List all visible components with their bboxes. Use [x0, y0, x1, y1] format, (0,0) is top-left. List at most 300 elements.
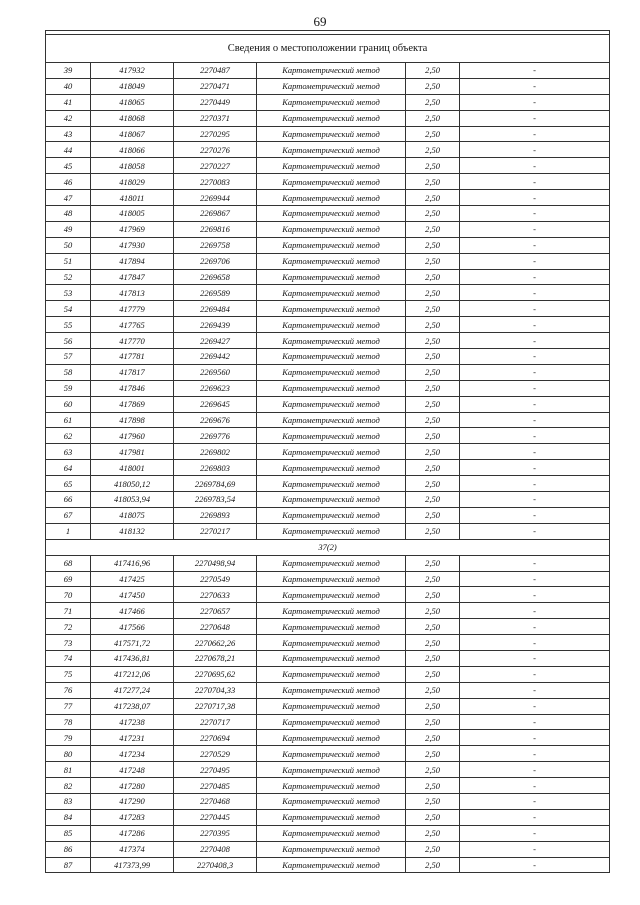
note-cell: -	[460, 698, 610, 714]
point-number-cell: 86	[46, 841, 91, 857]
x-coordinate-cell: 417466	[91, 603, 174, 619]
note-cell: -	[460, 94, 610, 110]
y-coordinate-cell: 2269645	[174, 396, 257, 412]
method-cell: Картометрический метод	[257, 746, 406, 762]
y-coordinate-cell: 2270498,94	[174, 555, 257, 571]
x-coordinate-cell: 417969	[91, 221, 174, 237]
x-coordinate-cell: 418067	[91, 126, 174, 142]
x-coordinate-cell: 417436,81	[91, 650, 174, 666]
point-number-cell: 48	[46, 206, 91, 222]
point-number-cell: 85	[46, 825, 91, 841]
method-cell: Картометрический метод	[257, 507, 406, 523]
table-row	[46, 523, 610, 539]
method-cell: Картометрический метод	[257, 809, 406, 825]
note-cell: -	[460, 825, 610, 841]
x-coordinate-cell: 417238	[91, 714, 174, 730]
x-coordinate-cell: 417770	[91, 333, 174, 349]
note-cell: -	[460, 857, 610, 873]
table-row	[46, 730, 610, 746]
x-coordinate-cell: 418075	[91, 507, 174, 523]
accuracy-cell: 2,50	[406, 650, 460, 666]
y-coordinate-cell: 2270549	[174, 571, 257, 587]
y-coordinate-cell: 2270227	[174, 158, 257, 174]
x-coordinate-cell: 417234	[91, 746, 174, 762]
section-row	[46, 539, 610, 555]
method-cell: Картометрический метод	[257, 174, 406, 190]
point-number-cell: 63	[46, 444, 91, 460]
table-row	[46, 412, 610, 428]
accuracy-cell: 2,50	[406, 523, 460, 539]
accuracy-cell: 2,50	[406, 555, 460, 571]
accuracy-cell: 2,50	[406, 253, 460, 269]
table-row	[46, 349, 610, 365]
accuracy-cell: 2,50	[406, 857, 460, 873]
method-cell: Картометрический метод	[257, 428, 406, 444]
y-coordinate-cell: 2270648	[174, 619, 257, 635]
accuracy-cell: 2,50	[406, 666, 460, 682]
table-row	[46, 269, 610, 285]
method-cell: Картометрический метод	[257, 682, 406, 698]
y-coordinate-cell: 2270395	[174, 825, 257, 841]
point-number-cell: 78	[46, 714, 91, 730]
note-cell: -	[460, 730, 610, 746]
point-number-cell: 82	[46, 778, 91, 794]
point-number-cell: 83	[46, 793, 91, 809]
table-row	[46, 825, 610, 841]
point-number-cell: 58	[46, 364, 91, 380]
y-coordinate-cell: 2269442	[174, 349, 257, 365]
y-coordinate-cell: 2269783,54	[174, 492, 257, 508]
note-cell: -	[460, 396, 610, 412]
method-cell: Картометрический метод	[257, 825, 406, 841]
x-coordinate-cell: 418053,94	[91, 492, 174, 508]
accuracy-cell: 2,50	[406, 301, 460, 317]
table-row	[46, 778, 610, 794]
method-cell: Картометрический метод	[257, 444, 406, 460]
point-number-cell: 71	[46, 603, 91, 619]
method-cell: Картометрический метод	[257, 476, 406, 492]
x-coordinate-cell: 418066	[91, 142, 174, 158]
table-row	[46, 190, 610, 206]
point-number-cell: 49	[46, 221, 91, 237]
y-coordinate-cell: 2269776	[174, 428, 257, 444]
note-cell: -	[460, 301, 610, 317]
accuracy-cell: 2,50	[406, 762, 460, 778]
method-cell: Картометрический метод	[257, 126, 406, 142]
table-row	[46, 253, 610, 269]
x-coordinate-cell: 417450	[91, 587, 174, 603]
point-number-cell: 51	[46, 253, 91, 269]
y-coordinate-cell: 2269893	[174, 507, 257, 523]
note-cell: -	[460, 158, 610, 174]
accuracy-cell: 2,50	[406, 492, 460, 508]
note-cell: -	[460, 237, 610, 253]
accuracy-cell: 2,50	[406, 94, 460, 110]
table-row	[46, 698, 610, 714]
x-coordinate-cell: 417231	[91, 730, 174, 746]
method-cell: Картометрический метод	[257, 110, 406, 126]
point-number-cell: 56	[46, 333, 91, 349]
point-number-cell: 60	[46, 396, 91, 412]
note-cell: -	[460, 571, 610, 587]
method-cell: Картометрический метод	[257, 492, 406, 508]
table-row	[46, 444, 610, 460]
y-coordinate-cell: 2270695,62	[174, 666, 257, 682]
note-cell: -	[460, 174, 610, 190]
accuracy-cell: 2,50	[406, 63, 460, 79]
x-coordinate-cell: 417373,99	[91, 857, 174, 873]
table-row	[46, 666, 610, 682]
method-cell: Картометрический метод	[257, 221, 406, 237]
method-cell: Картометрический метод	[257, 380, 406, 396]
note-cell: -	[460, 492, 610, 508]
x-coordinate-cell: 417280	[91, 778, 174, 794]
y-coordinate-cell: 2269589	[174, 285, 257, 301]
y-coordinate-cell: 2269427	[174, 333, 257, 349]
y-coordinate-cell: 2270408,3	[174, 857, 257, 873]
y-coordinate-cell: 2269803	[174, 460, 257, 476]
accuracy-cell: 2,50	[406, 142, 460, 158]
table-row	[46, 94, 610, 110]
note-cell: -	[460, 809, 610, 825]
point-number-cell: 55	[46, 317, 91, 333]
x-coordinate-cell: 417765	[91, 317, 174, 333]
accuracy-cell: 2,50	[406, 396, 460, 412]
accuracy-cell: 2,50	[406, 793, 460, 809]
method-cell: Картометрический метод	[257, 523, 406, 539]
y-coordinate-cell: 2269784,69	[174, 476, 257, 492]
y-coordinate-cell: 2269439	[174, 317, 257, 333]
method-cell: Картометрический метод	[257, 142, 406, 158]
y-coordinate-cell: 2270083	[174, 174, 257, 190]
point-number-cell: 59	[46, 380, 91, 396]
note-cell: -	[460, 333, 610, 349]
accuracy-cell: 2,50	[406, 269, 460, 285]
point-number-cell: 65	[46, 476, 91, 492]
table-row	[46, 476, 610, 492]
note-cell: -	[460, 253, 610, 269]
accuracy-cell: 2,50	[406, 825, 460, 841]
y-coordinate-cell: 2269944	[174, 190, 257, 206]
note-cell: -	[460, 507, 610, 523]
table-row	[46, 78, 610, 94]
point-number-cell: 40	[46, 78, 91, 94]
accuracy-cell: 2,50	[406, 460, 460, 476]
accuracy-cell: 2,50	[406, 158, 460, 174]
y-coordinate-cell: 2270471	[174, 78, 257, 94]
accuracy-cell: 2,50	[406, 809, 460, 825]
note-cell: -	[460, 110, 610, 126]
x-coordinate-cell: 417781	[91, 349, 174, 365]
table-row	[46, 492, 610, 508]
method-cell: Картометрический метод	[257, 714, 406, 730]
accuracy-cell: 2,50	[406, 714, 460, 730]
table-row	[46, 158, 610, 174]
table-row	[46, 587, 610, 603]
method-cell: Картометрический метод	[257, 253, 406, 269]
note-cell: -	[460, 841, 610, 857]
y-coordinate-cell: 2269676	[174, 412, 257, 428]
table-row	[46, 317, 610, 333]
point-number-cell: 47	[46, 190, 91, 206]
point-number-cell: 42	[46, 110, 91, 126]
accuracy-cell: 2,50	[406, 635, 460, 651]
note-cell: -	[460, 285, 610, 301]
page-number: 69	[313, 14, 327, 29]
table-row	[46, 206, 610, 222]
table-row	[46, 63, 610, 79]
point-number-cell: 62	[46, 428, 91, 444]
accuracy-cell: 2,50	[406, 206, 460, 222]
point-number-cell: 76	[46, 682, 91, 698]
note-cell: -	[460, 587, 610, 603]
note-cell: -	[460, 78, 610, 94]
accuracy-cell: 2,50	[406, 841, 460, 857]
table-row	[46, 507, 610, 523]
point-number-cell: 45	[46, 158, 91, 174]
note-cell: -	[460, 142, 610, 158]
note-cell: -	[460, 126, 610, 142]
method-cell: Картометрический метод	[257, 635, 406, 651]
x-coordinate-cell: 418029	[91, 174, 174, 190]
point-number-cell: 81	[46, 762, 91, 778]
x-coordinate-cell: 417566	[91, 619, 174, 635]
note-cell: -	[460, 793, 610, 809]
accuracy-cell: 2,50	[406, 237, 460, 253]
accuracy-cell: 2,50	[406, 349, 460, 365]
method-cell: Картометрический метод	[257, 349, 406, 365]
x-coordinate-cell: 418132	[91, 523, 174, 539]
accuracy-cell: 2,50	[406, 603, 460, 619]
y-coordinate-cell: 2270408	[174, 841, 257, 857]
method-cell: Картометрический метод	[257, 190, 406, 206]
table-row	[46, 301, 610, 317]
table-row	[46, 857, 610, 873]
method-cell: Картометрический метод	[257, 841, 406, 857]
y-coordinate-cell: 2270371	[174, 110, 257, 126]
x-coordinate-cell: 417425	[91, 571, 174, 587]
table-row	[46, 380, 610, 396]
method-cell: Картометрический метод	[257, 206, 406, 222]
y-coordinate-cell: 2270717	[174, 714, 257, 730]
note-cell: -	[460, 650, 610, 666]
method-cell: Картометрический метод	[257, 666, 406, 682]
method-cell: Картометрический метод	[257, 460, 406, 476]
table-row	[46, 682, 610, 698]
method-cell: Картометрический метод	[257, 396, 406, 412]
table-row	[46, 793, 610, 809]
y-coordinate-cell: 2270217	[174, 523, 257, 539]
note-cell: -	[460, 380, 610, 396]
x-coordinate-cell: 417290	[91, 793, 174, 809]
point-number-cell: 66	[46, 492, 91, 508]
point-number-cell: 84	[46, 809, 91, 825]
note-cell: -	[460, 635, 610, 651]
y-coordinate-cell: 2269706	[174, 253, 257, 269]
table-row	[46, 635, 610, 651]
point-number-cell: 77	[46, 698, 91, 714]
note-cell: -	[460, 364, 610, 380]
point-number-cell: 41	[46, 94, 91, 110]
table-row	[46, 285, 610, 301]
method-cell: Картометрический метод	[257, 698, 406, 714]
x-coordinate-cell: 417416,96	[91, 555, 174, 571]
method-cell: Картометрический метод	[257, 619, 406, 635]
accuracy-cell: 2,50	[406, 78, 460, 94]
x-coordinate-cell: 418001	[91, 460, 174, 476]
accuracy-cell: 2,50	[406, 730, 460, 746]
y-coordinate-cell: 2270276	[174, 142, 257, 158]
note-cell: -	[460, 444, 610, 460]
y-coordinate-cell: 2270295	[174, 126, 257, 142]
method-cell: Картометрический метод	[257, 730, 406, 746]
method-cell: Картометрический метод	[257, 857, 406, 873]
method-cell: Картометрический метод	[257, 793, 406, 809]
table-row	[46, 142, 610, 158]
table-row	[46, 428, 610, 444]
y-coordinate-cell: 2270445	[174, 809, 257, 825]
y-coordinate-cell: 2269484	[174, 301, 257, 317]
y-coordinate-cell: 2270468	[174, 793, 257, 809]
table-row	[46, 221, 610, 237]
accuracy-cell: 2,50	[406, 110, 460, 126]
accuracy-cell: 2,50	[406, 190, 460, 206]
method-cell: Картометрический метод	[257, 301, 406, 317]
point-number-cell: 80	[46, 746, 91, 762]
x-coordinate-cell: 417898	[91, 412, 174, 428]
x-coordinate-cell: 417846	[91, 380, 174, 396]
note-cell: -	[460, 317, 610, 333]
point-number-cell: 53	[46, 285, 91, 301]
x-coordinate-cell: 417238,07	[91, 698, 174, 714]
point-number-cell: 50	[46, 237, 91, 253]
x-coordinate-cell: 418049	[91, 78, 174, 94]
accuracy-cell: 2,50	[406, 587, 460, 603]
y-coordinate-cell: 2270449	[174, 94, 257, 110]
note-cell: -	[460, 428, 610, 444]
x-coordinate-cell: 417277,24	[91, 682, 174, 698]
table-row	[46, 110, 610, 126]
point-number-cell: 44	[46, 142, 91, 158]
section-label: 37(2)	[46, 539, 610, 555]
note-cell: -	[460, 206, 610, 222]
point-number-cell: 43	[46, 126, 91, 142]
accuracy-cell: 2,50	[406, 698, 460, 714]
x-coordinate-cell: 418005	[91, 206, 174, 222]
x-coordinate-cell: 417813	[91, 285, 174, 301]
accuracy-cell: 2,50	[406, 682, 460, 698]
x-coordinate-cell: 417932	[91, 63, 174, 79]
accuracy-cell: 2,50	[406, 126, 460, 142]
accuracy-cell: 2,50	[406, 221, 460, 237]
point-number-cell: 72	[46, 619, 91, 635]
table-row	[46, 571, 610, 587]
y-coordinate-cell: 2270487	[174, 63, 257, 79]
note-cell: -	[460, 460, 610, 476]
x-coordinate-cell: 418068	[91, 110, 174, 126]
y-coordinate-cell: 2270633	[174, 587, 257, 603]
accuracy-cell: 2,50	[406, 364, 460, 380]
accuracy-cell: 2,50	[406, 174, 460, 190]
point-number-cell: 75	[46, 666, 91, 682]
x-coordinate-cell: 417847	[91, 269, 174, 285]
y-coordinate-cell: 2270678,21	[174, 650, 257, 666]
table-row	[46, 460, 610, 476]
x-coordinate-cell: 417374	[91, 841, 174, 857]
method-cell: Картометрический метод	[257, 78, 406, 94]
point-number-cell: 61	[46, 412, 91, 428]
y-coordinate-cell: 2269658	[174, 269, 257, 285]
x-coordinate-cell: 417869	[91, 396, 174, 412]
accuracy-cell: 2,50	[406, 571, 460, 587]
y-coordinate-cell: 2269802	[174, 444, 257, 460]
table-row	[46, 126, 610, 142]
method-cell: Картометрический метод	[257, 603, 406, 619]
method-cell: Картометрический метод	[257, 650, 406, 666]
method-cell: Картометрический метод	[257, 285, 406, 301]
accuracy-cell: 2,50	[406, 317, 460, 333]
method-cell: Картометрический метод	[257, 158, 406, 174]
table-row	[46, 650, 610, 666]
y-coordinate-cell: 2270662,26	[174, 635, 257, 651]
note-cell: -	[460, 682, 610, 698]
point-number-cell: 73	[46, 635, 91, 651]
table-row	[46, 841, 610, 857]
point-number-cell: 64	[46, 460, 91, 476]
y-coordinate-cell: 2270495	[174, 762, 257, 778]
table-row	[46, 396, 610, 412]
table-row	[46, 809, 610, 825]
accuracy-cell: 2,50	[406, 619, 460, 635]
accuracy-cell: 2,50	[406, 778, 460, 794]
method-cell: Картометрический метод	[257, 571, 406, 587]
accuracy-cell: 2,50	[406, 285, 460, 301]
table-row	[46, 619, 610, 635]
y-coordinate-cell: 2269867	[174, 206, 257, 222]
point-number-cell: 69	[46, 571, 91, 587]
x-coordinate-cell: 417960	[91, 428, 174, 444]
point-number-cell: 70	[46, 587, 91, 603]
y-coordinate-cell: 2270704,33	[174, 682, 257, 698]
x-coordinate-cell: 418050,12	[91, 476, 174, 492]
note-cell: -	[460, 349, 610, 365]
accuracy-cell: 2,50	[406, 412, 460, 428]
y-coordinate-cell: 2269560	[174, 364, 257, 380]
point-number-cell: 46	[46, 174, 91, 190]
accuracy-cell: 2,50	[406, 380, 460, 396]
y-coordinate-cell: 2270717,38	[174, 698, 257, 714]
method-cell: Картометрический метод	[257, 237, 406, 253]
note-cell: -	[460, 221, 610, 237]
point-number-cell: 1	[46, 523, 91, 539]
method-cell: Картометрический метод	[257, 317, 406, 333]
table-row	[46, 237, 610, 253]
table-row	[46, 746, 610, 762]
table-row	[46, 555, 610, 571]
x-coordinate-cell: 417283	[91, 809, 174, 825]
accuracy-cell: 2,50	[406, 746, 460, 762]
point-number-cell: 67	[46, 507, 91, 523]
note-cell: -	[460, 762, 610, 778]
note-cell: -	[460, 619, 610, 635]
note-cell: -	[460, 714, 610, 730]
y-coordinate-cell: 2270485	[174, 778, 257, 794]
note-cell: -	[460, 190, 610, 206]
point-number-cell: 79	[46, 730, 91, 746]
accuracy-cell: 2,50	[406, 333, 460, 349]
table-row	[46, 762, 610, 778]
x-coordinate-cell: 418058	[91, 158, 174, 174]
